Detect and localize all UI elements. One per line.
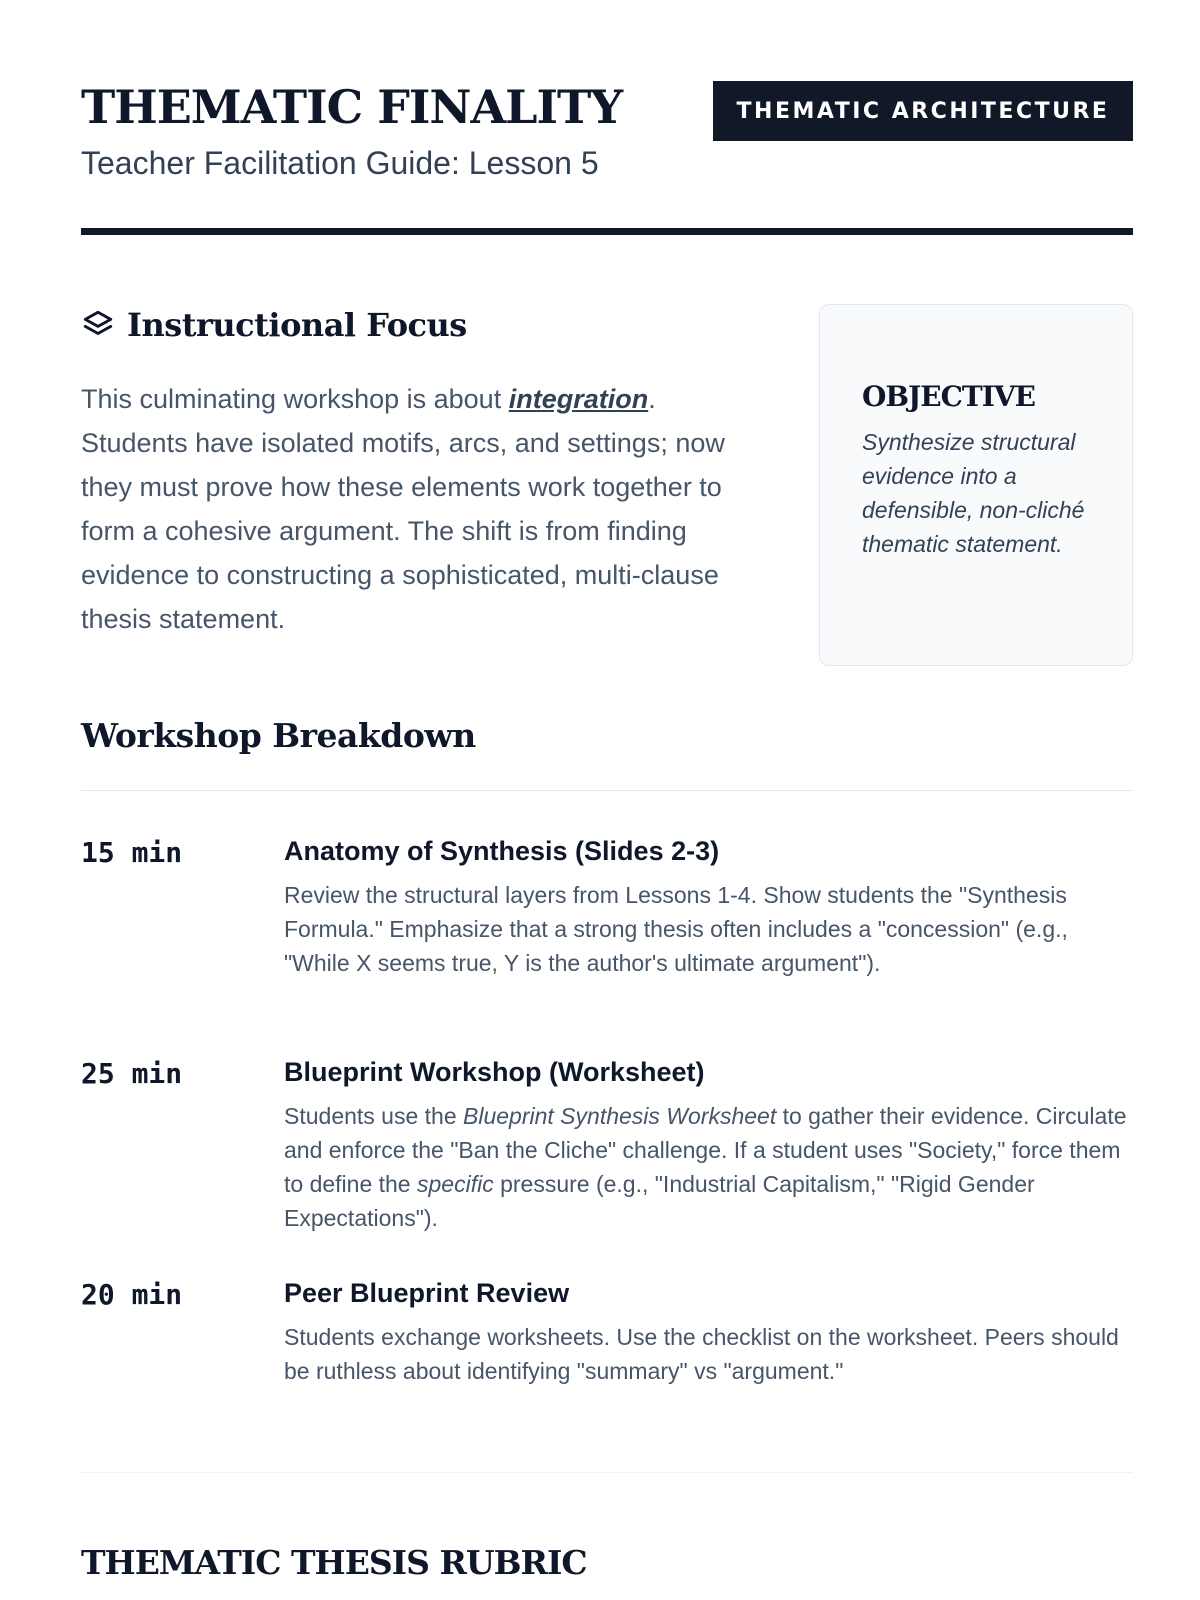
objective-label: OBJECTIVE	[862, 380, 1035, 413]
step-duration: 20 min	[81, 1278, 183, 1311]
layers-icon	[81, 308, 115, 342]
step-desc-part: pressure (e.g., "Industrial Capitalism," "Rigid Gender Expectations").	[284, 1171, 1035, 1231]
step-description	[284, 1099, 1133, 1235]
step-description: Students exchange worksheets. Use the checklist on the worksheet. Peers should be ruthless about identifying "summary" vs "argument."	[284, 1324, 1119, 1384]
document-title: THEMATIC FINALITY	[81, 80, 623, 134]
step-desc-part: to gather their evidence. Circulate and enforce the "Ban the Cliche" challenge. If a student uses "Society," force them to define the	[284, 1103, 1127, 1197]
workshop-breakdown-title: Workshop Breakdown	[81, 716, 476, 755]
step-desc-emphasis: specific	[417, 1171, 494, 1197]
step-title: Anatomy of Synthesis (Slides 2-3)	[284, 836, 720, 866]
breakdown-divider	[81, 790, 1133, 791]
step-duration: 15 min	[81, 836, 183, 869]
step-duration: 25 min	[81, 1057, 183, 1090]
objective-text: Synthesize structural evidence into a defensible, non-cliché thematic statement.	[862, 429, 1085, 557]
objective-card	[819, 304, 1133, 666]
step-title: Peer Blueprint Review	[284, 1278, 570, 1308]
step-description: Review the structural layers from Lessons 1-4. Show students the "Synthesis Formula." Emphasize that a strong thesis often includes a "concession" (e.g., "While X seems true, Y is the author's ultimate argument").	[284, 882, 1068, 976]
header-divider	[81, 228, 1133, 235]
rubric-title: THEMATIC THESIS RUBRIC	[81, 1543, 587, 1582]
step-desc-part: Students use the	[284, 1103, 464, 1129]
worksheet-name: Blueprint Synthesis Worksheet	[463, 1103, 777, 1129]
instructional-focus-body	[81, 377, 741, 641]
step-title: Blueprint Workshop (Worksheet)	[284, 1057, 705, 1087]
focus-body-intro: This culminating workshop is about	[81, 384, 509, 414]
instructional-focus-title: Instructional Focus	[127, 306, 467, 344]
topic-badge: THEMATIC ARCHITECTURE	[713, 81, 1133, 141]
section-divider	[81, 1472, 1133, 1473]
document-subtitle: Teacher Facilitation Guide: Lesson 5	[81, 145, 599, 181]
focus-emphasis-integration: integration	[508, 384, 649, 414]
focus-body-rest: . Students have isolated motifs, arcs, and settings; now they must prove how these elements work together to form a cohesive argument. The shift is from finding evidence to constructing a sophisticated, multi-clause thesis statement.	[81, 384, 725, 634]
instructional-focus-heading	[81, 306, 467, 344]
